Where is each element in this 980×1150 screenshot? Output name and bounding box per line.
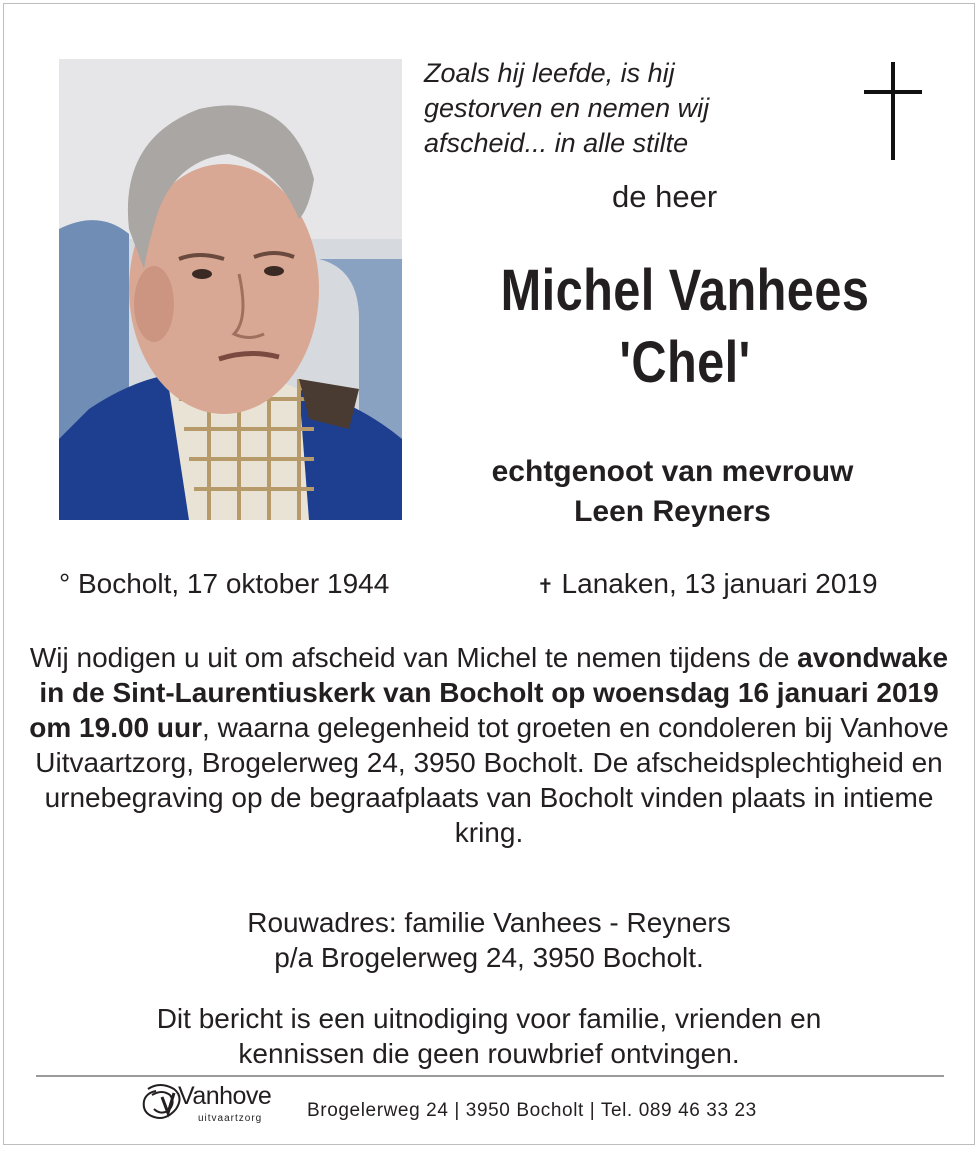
motto-line: afscheid... in alle stilte (424, 128, 689, 158)
address-line: Rouwadres: familie Vanhees - Reyners (247, 907, 731, 938)
birth-info: ° Bocholt, 17 oktober 1944 (59, 568, 390, 599)
cross-icon (864, 62, 922, 160)
invitation-part3: De afscheidsplechtigheid en urnebegraving op de begraafplaats van Bocholt vinden plaats in intieme kring. (44, 747, 943, 848)
invitation-text (20, 640, 958, 850)
death-text: Lanaken, 13 januari 2019 (561, 568, 878, 599)
address-line: p/a Brogelerweg 24, 3950 Bocholt. (274, 942, 704, 973)
deceased-name: Michel Vanhees (500, 258, 870, 323)
small-cross-icon: ✝ (537, 576, 554, 598)
spouse-block (400, 452, 945, 532)
death-info (537, 568, 878, 600)
spouse-name: Leen Reyners (574, 495, 771, 528)
deceased-nickname: 'Chel' (619, 330, 751, 395)
footer-contact: Brogelerweg 24 | 3950 Bocholt | Tel. 089 46 33 23 (307, 1100, 757, 1121)
mourning-address (20, 905, 958, 975)
portrait-photo (59, 59, 402, 520)
spouse-intro: echtgenoot van mevrouw (491, 455, 854, 488)
invitation-bold: avondwake in de Sint-Laurentiuskerk van Bocholt op woensdag 16 januari 2019 om 19.00 uur (29, 642, 949, 743)
notice-line: Dit bericht is een uitnodiging voor familie, vrienden en (156, 1003, 822, 1034)
notice-text (20, 1001, 958, 1071)
invitation-part2: , waarna gelegenheid tot groeten en condoleren bij Vanhove Uitvaartzorg, Brogelerweg 24, 3950 Bocholt. (35, 712, 949, 778)
brand-name: Vanhove (178, 1082, 272, 1110)
notice-line: kennissen die geen rouwbrief ontvingen. (238, 1038, 740, 1069)
motto-line: Zoals hij leefde, is hij (424, 58, 675, 88)
brand-subtitle: uitvaartzorg (198, 1113, 263, 1124)
motto-line: gestorven en nemen wij (424, 93, 710, 123)
invitation-part1: Wij nodigen u uit om afscheid van Michel te nemen tijdens de (29, 642, 790, 673)
motto-quote (424, 56, 824, 161)
deceased-name-block (446, 255, 925, 399)
honorific: de heer (612, 179, 718, 214)
footer-divider (36, 1075, 944, 1077)
